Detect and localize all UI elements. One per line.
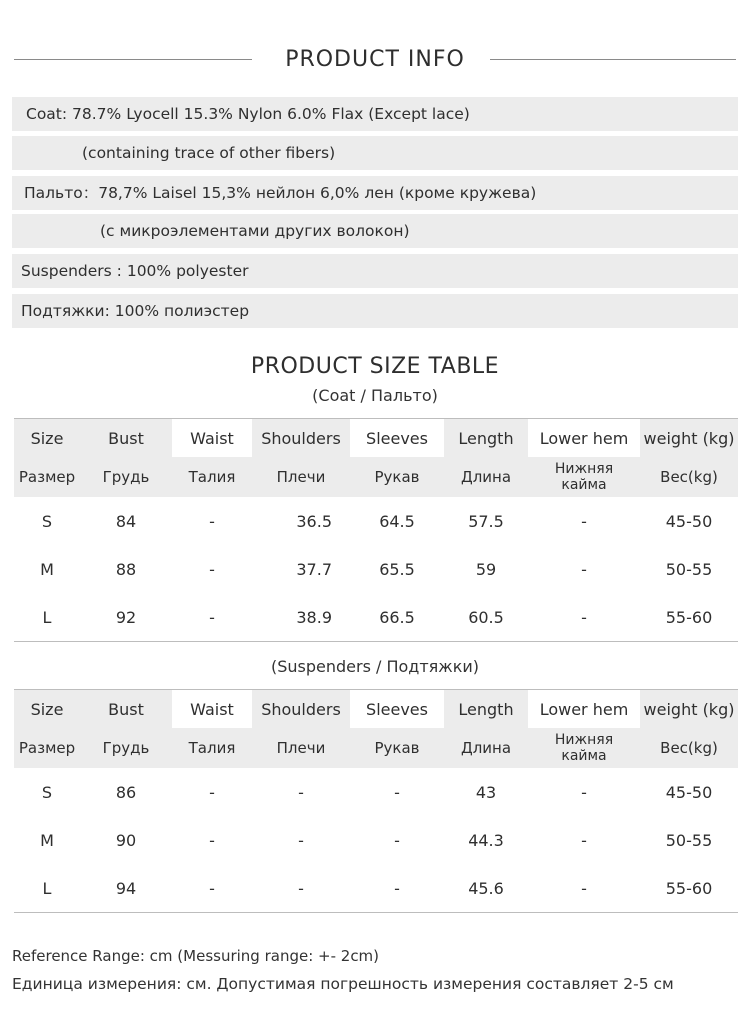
cell-weight: 50-55 xyxy=(665,559,713,579)
cell-lower-hem: - xyxy=(581,878,587,898)
cell-weight: 45-50 xyxy=(665,511,713,531)
table-row xyxy=(14,864,738,912)
header-shoulders: Shoulders xyxy=(252,689,350,728)
header-waist: Waist xyxy=(172,418,252,457)
info-row-coat-en-note: (containing trace of other fibers) xyxy=(12,136,738,170)
header-lower-hem: Lower hem xyxy=(528,689,640,728)
info-row-coat-ru-note: (с микроэлементами других волокон) xyxy=(12,214,738,248)
cell-sleeves: - xyxy=(394,878,400,898)
cell-waist: - xyxy=(209,830,215,850)
header-size-ru: Размер xyxy=(14,728,80,768)
header-bust: Bust xyxy=(80,689,172,728)
header-shoulders: Shoulders xyxy=(252,418,350,457)
cell-sleeves: 64.5 xyxy=(379,511,415,531)
header-row-ru xyxy=(14,457,738,497)
header-size-ru: Размер xyxy=(14,457,80,497)
table-row xyxy=(14,545,738,593)
page-title: PRODUCT INFO xyxy=(285,47,465,72)
cell-size: L xyxy=(42,878,52,898)
cell-weight: 55-60 xyxy=(665,878,713,898)
cell-lower-hem: - xyxy=(581,830,587,850)
header-lower-hem-ru: Нижняя кайма xyxy=(554,732,614,764)
header-length-ru: Длина xyxy=(444,457,528,497)
cell-length: 57.5 xyxy=(468,511,504,531)
cell-sleeves: - xyxy=(394,782,400,802)
cell-weight: 55-60 xyxy=(665,607,713,627)
info-row-coat-en: Coat: 78.7% Lyocell 15.3% Nylon 6.0% Flax (Except lace) xyxy=(12,97,738,131)
header-bust: Bust xyxy=(80,418,172,457)
header-shoulders-ru: Плечи xyxy=(252,457,350,497)
cell-size: S xyxy=(41,782,53,802)
cell-bust: 84 xyxy=(115,511,137,531)
reference-range-note: Reference Range: cm (Messuring range: +- 2cm) xyxy=(12,947,380,965)
cell-size: M xyxy=(40,830,54,850)
cell-shoulders: 37.7 xyxy=(296,559,332,579)
header-waist-ru: Талия xyxy=(172,728,252,768)
cell-sleeves: - xyxy=(394,830,400,850)
measurement-unit-note-ru: Единица измерения: см. Допустимая погрешность измерения составляет 2-5 см xyxy=(12,975,674,993)
cell-waist: - xyxy=(209,878,215,898)
header-length-ru: Длина xyxy=(444,728,528,768)
cell-shoulders: - xyxy=(298,878,304,898)
cell-bust: 92 xyxy=(115,607,137,627)
table-row xyxy=(14,593,738,641)
cell-length: 59 xyxy=(475,559,497,579)
table-row xyxy=(14,768,738,816)
cell-bust: 94 xyxy=(115,878,137,898)
cell-weight: 45-50 xyxy=(665,782,713,802)
cell-bust: 88 xyxy=(115,559,137,579)
header-sleeves: Sleeves xyxy=(350,689,444,728)
header-waist-ru: Талия xyxy=(172,457,252,497)
cell-shoulders: 38.9 xyxy=(296,607,332,627)
coat-size-table xyxy=(14,418,738,642)
info-row-coat-ru: Пальто：78,7% Laisel 15,3% нейлон 6,0% лен (кроме кружева) xyxy=(12,176,738,210)
header-waist: Waist xyxy=(172,689,252,728)
header-row-en xyxy=(14,418,738,457)
header-bust-ru: Грудь xyxy=(80,457,172,497)
cell-sleeves: 65.5 xyxy=(379,559,415,579)
info-row-suspenders-en: Suspenders : 100% polyester xyxy=(12,254,738,288)
header-weight: weight (kg) xyxy=(640,418,738,457)
cell-lower-hem: - xyxy=(581,511,587,531)
cell-waist: - xyxy=(209,559,215,579)
header-sleeves-ru: Рукав xyxy=(350,457,444,497)
header-sleeves-ru: Рукав xyxy=(350,728,444,768)
cell-shoulders: - xyxy=(298,782,304,802)
cell-size: S xyxy=(41,511,53,531)
cell-size: L xyxy=(42,607,52,627)
suspenders-table-subtitle: (Suspenders / Подтяжки) xyxy=(270,657,480,676)
coat-table-subtitle: (Coat / Пальто) xyxy=(312,386,438,405)
title-divider-right xyxy=(490,59,736,60)
header-length: Length xyxy=(444,418,528,457)
header-row-ru xyxy=(14,728,738,768)
header-weight: weight (kg) xyxy=(640,689,738,728)
header-weight-ru: Вес(kg) xyxy=(640,728,738,768)
info-row-suspenders-ru: Подтяжки: 100% полиэстер xyxy=(12,294,738,328)
header-shoulders-ru: Плечи xyxy=(252,728,350,768)
header-sleeves: Sleeves xyxy=(350,418,444,457)
cell-waist: - xyxy=(209,511,215,531)
size-table-title: PRODUCT SIZE TABLE xyxy=(250,354,500,379)
header-length: Length xyxy=(444,689,528,728)
cell-shoulders: 36.5 xyxy=(296,511,332,531)
header-lower-hem-ru: Нижняя кайма xyxy=(554,461,614,493)
cell-shoulders: - xyxy=(298,830,304,850)
table-row xyxy=(14,816,738,864)
cell-lower-hem: - xyxy=(581,607,587,627)
cell-length: 45.6 xyxy=(468,878,504,898)
header-lower-hem: Lower hem xyxy=(528,418,640,457)
cell-bust: 90 xyxy=(115,830,137,850)
cell-length: 43 xyxy=(475,782,497,802)
cell-size: M xyxy=(40,559,54,579)
cell-length: 60.5 xyxy=(468,607,504,627)
cell-bust: 86 xyxy=(115,782,137,802)
suspenders-size-table xyxy=(14,689,738,913)
header-size: Size xyxy=(14,418,80,457)
cell-lower-hem: - xyxy=(581,782,587,802)
header-row-en xyxy=(14,689,738,728)
cell-weight: 50-55 xyxy=(665,830,713,850)
cell-lower-hem: - xyxy=(581,559,587,579)
cell-length: 44.3 xyxy=(468,830,504,850)
table-row xyxy=(14,497,738,545)
header-weight-ru: Вес(kg) xyxy=(640,457,738,497)
cell-sleeves: 66.5 xyxy=(379,607,415,627)
cell-waist: - xyxy=(209,607,215,627)
header-size: Size xyxy=(14,689,80,728)
header-bust-ru: Грудь xyxy=(80,728,172,768)
cell-waist: - xyxy=(209,782,215,802)
